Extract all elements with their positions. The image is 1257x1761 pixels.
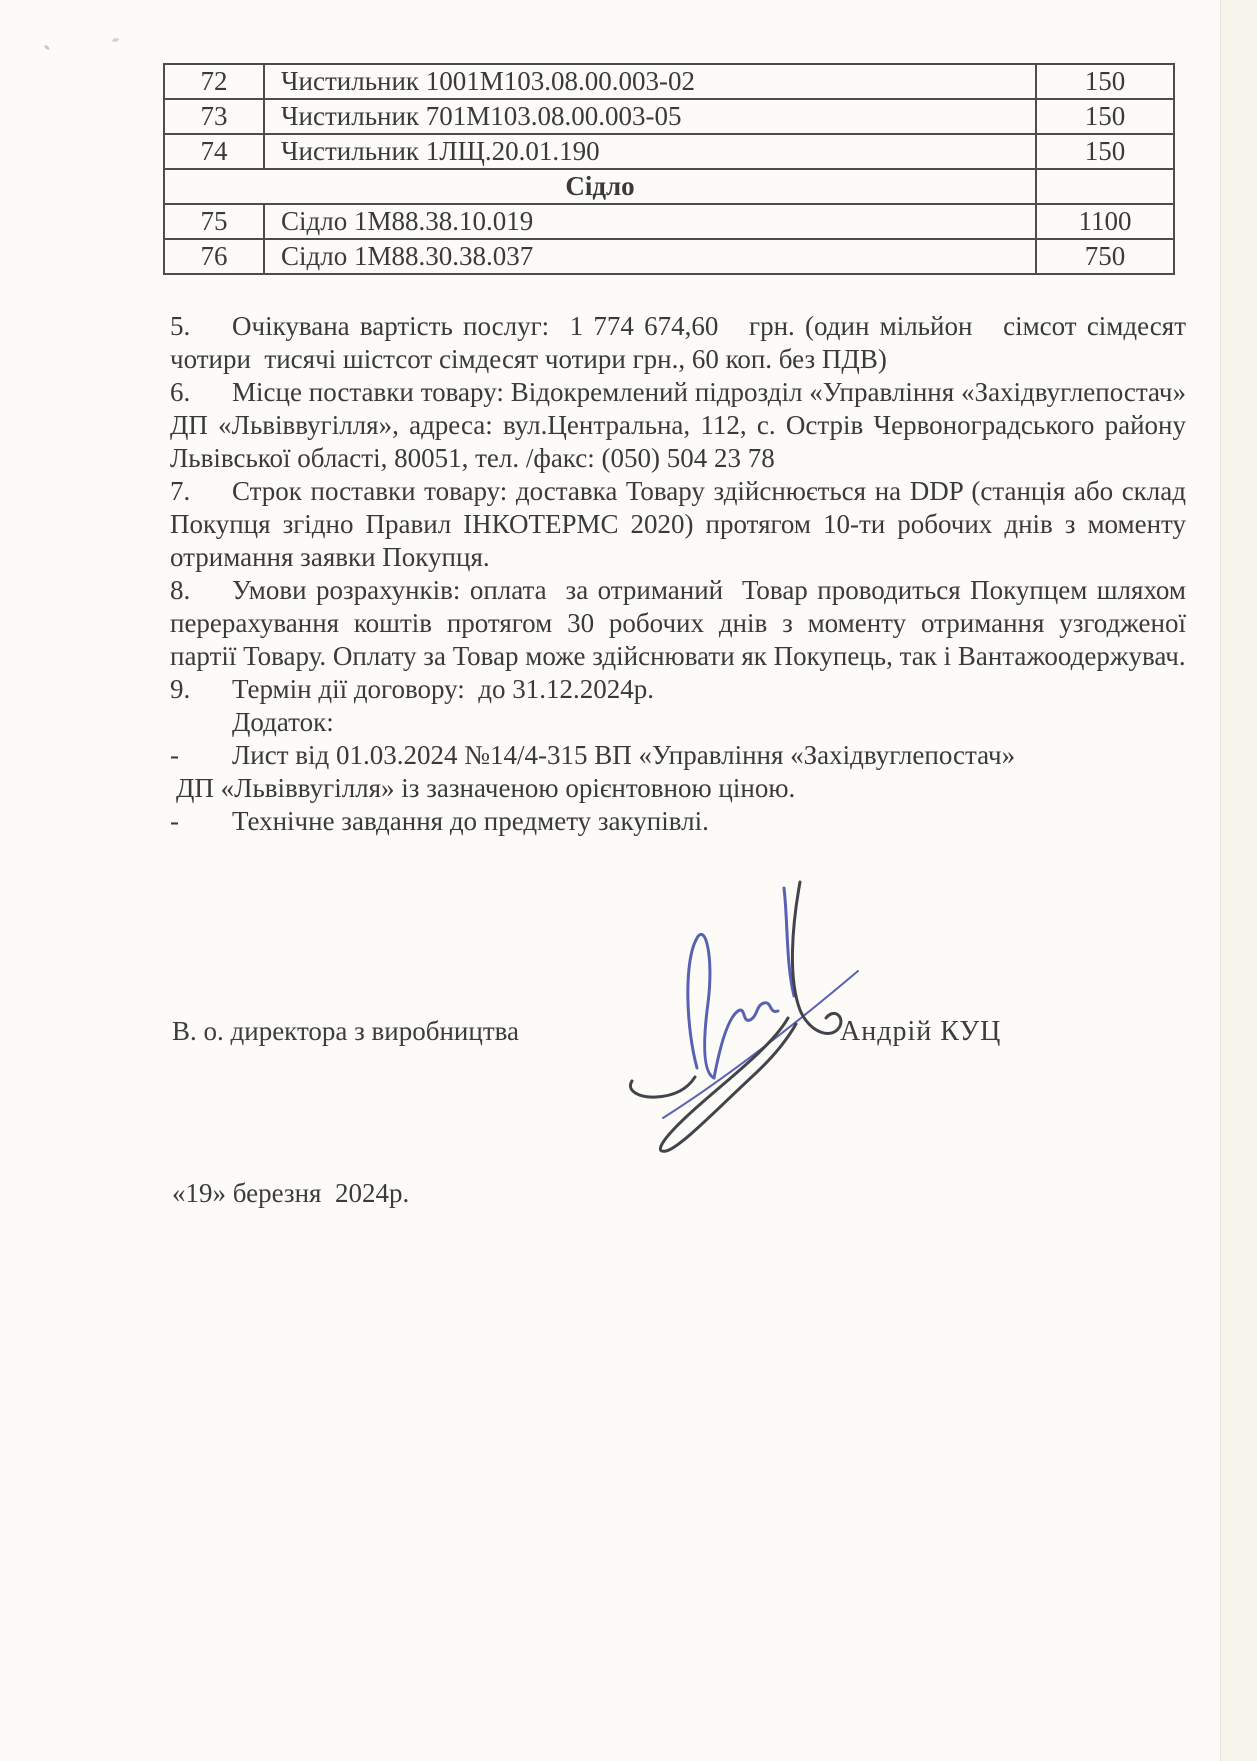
row-number-cell: 76 <box>164 239 264 274</box>
ink-speckle <box>44 44 51 50</box>
table-row <box>164 239 1174 274</box>
paragraph-text: Умови розрахунків: оплата за отриманий Товар проводиться Покупцем шляхом перерахування коштів протягом 30 робочих днів з моменту отримання узгодженої партії Товару. Оплату за Товар може здійснювати як Покупець, так і Вантажоодержувач. <box>170 575 1193 671</box>
paragraph-text: Місце поставки товару: Відокремлений підрозділ «Управління «Західвуглепостач» ДП «Львіввугілля», адреса: вул.Центральна, 112, с. Острів Червоноградського району Львівської області, 80051, тел. /факс: (050) 504 23 78 <box>170 377 1193 473</box>
qty-cell <box>1036 169 1174 204</box>
paragraph <box>170 739 1186 772</box>
item-name-cell: Сідло 1М88.30.38.037 <box>264 239 1036 274</box>
table-row <box>164 64 1174 99</box>
table-row <box>164 99 1174 134</box>
paragraph-marker: 7. <box>170 476 191 506</box>
item-name-cell: Чистильник 1001М103.08.00.003-02 <box>264 64 1036 99</box>
paragraph <box>170 673 1186 706</box>
items-table <box>163 63 1175 275</box>
paragraph <box>170 805 1186 838</box>
table-group-row <box>164 169 1174 204</box>
signer-name: Андрій КУЦ <box>840 1016 1002 1047</box>
items-table-body <box>164 64 1174 274</box>
row-number-cell: 73 <box>164 99 264 134</box>
paragraph-text: ДП «Львіввугілля» із зазначеною орієнтовною ціною. <box>176 773 796 803</box>
document-date: «19» березня 2024р. <box>172 1178 410 1208</box>
table-row <box>164 134 1174 169</box>
paragraph <box>170 475 1193 574</box>
qty-cell: 1100 <box>1036 204 1174 239</box>
body-text <box>170 310 1193 838</box>
paragraph-marker: 6. <box>170 377 191 407</box>
table-row <box>164 204 1174 239</box>
paragraph-marker: - <box>170 740 179 770</box>
paragraph <box>170 376 1193 475</box>
ink-speckle <box>112 37 120 43</box>
item-name-cell: Чистильник 701М103.08.00.003-05 <box>264 99 1036 134</box>
row-number-cell: 72 <box>164 64 264 99</box>
group-header-cell: Сідло <box>164 169 1036 204</box>
paragraph-text: Термін дії договору: до 31.12.2024р. <box>232 674 655 704</box>
paragraph <box>170 772 1186 805</box>
paragraph <box>170 310 1193 376</box>
paragraph-marker: 9. <box>170 674 191 704</box>
row-number-cell: 75 <box>164 204 264 239</box>
qty-cell: 150 <box>1036 134 1174 169</box>
item-name-cell: Чистильник 1ЛЩ.20.01.190 <box>264 134 1036 169</box>
qty-cell: 150 <box>1036 99 1174 134</box>
paragraph <box>170 574 1193 673</box>
paragraph-text: Додаток: <box>232 707 334 737</box>
paragraph-text: Лист від 01.03.2024 №14/4-315 ВП «Управління «Західвуглепостач» <box>232 740 1016 770</box>
item-name-cell: Сідло 1М88.38.10.019 <box>264 204 1036 239</box>
paragraph-text: Очікувана вартість послуг: 1 774 674,60 грн. (один мільйон сімсот сімдесят чотири тисячі шістсот сімдесят чотири грн., 60 коп. без ПДВ) <box>170 311 1193 374</box>
qty-cell: 150 <box>1036 64 1174 99</box>
paragraph-marker: - <box>170 806 179 836</box>
paragraph-marker: 5. <box>170 311 191 341</box>
paragraph-text: Технічне завдання до предмету закупівлі. <box>232 806 709 836</box>
signer-role: В. о. директора з виробництва <box>172 1016 519 1046</box>
row-number-cell: 74 <box>164 134 264 169</box>
paragraph <box>170 706 1186 739</box>
paragraph-marker: 8. <box>170 575 191 605</box>
paper-edge-shadow <box>1220 0 1257 1761</box>
qty-cell: 750 <box>1036 239 1174 274</box>
paragraph-text: Строк поставки товару: доставка Товару здійснюється на DDP (станція або склад Покупця згідно Правил ІНКОТЕРМС 2020) протягом 10-ти робочих днів з моменту отримання заявки Покупця. <box>170 476 1193 572</box>
